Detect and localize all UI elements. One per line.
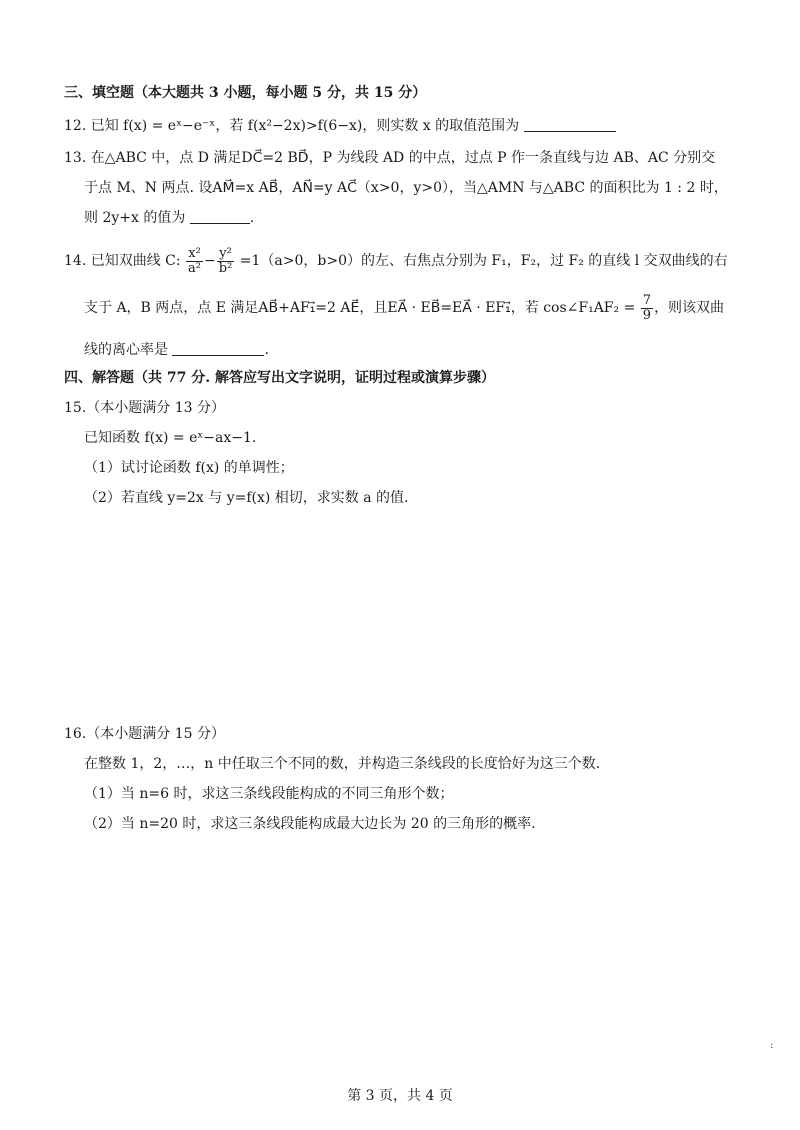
question-15-part-1: （1）试讨论函数 f(x) 的单调性； — [84, 460, 294, 476]
question-15-given: 已知函数 f(x) = eˣ−ax−1. — [84, 430, 257, 446]
fraction-y2-b2 — [217, 247, 235, 276]
question-14-line-2-pre: 支于 A，B 两点，点 E 满足AB⃗+AF₁⃗=2 AE⃗，且EA⃗ · EB⃗=EA⃗ · EF₁⃗，若 cos∠F₁AF₂ = — [84, 300, 636, 316]
question-16-part-2: （2）当 n=20 时，求这三条线段能构成最大边长为 20 的三角形的概率. — [84, 816, 536, 832]
question-13-line-3-text: 则 2y+x 的值为 — [84, 210, 186, 226]
margin-mark: : — [770, 1040, 774, 1051]
question-14-pre: 14. 已知双曲线 C: — [64, 253, 181, 269]
fraction-a2-den: a² — [188, 260, 202, 276]
question-16-given: 在整数 1，2，…，n 中任取三个不同的数，并构造三条线段的长度恰好为这三个数. — [84, 756, 601, 772]
question-16-part-1: （1）当 n=6 时，求这三条线段能构成的不同三角形个数； — [84, 786, 454, 802]
question-15-header: 15.（本小题满分 13 分） — [64, 400, 225, 416]
question-12-text: 12. 已知 f(x) = eˣ−e⁻ˣ，若 f(x²−2x)>f(6−x)，则实数 x 的取值范围为 — [64, 118, 520, 134]
question-15-part-2: （2）若直线 y=2x 与 y=f(x) 相切，求实数 a 的值. — [84, 490, 409, 506]
question-14-line-1 — [64, 245, 728, 277]
fraction-b2-den: b² — [218, 260, 233, 276]
fraction-9-den: 9 — [642, 307, 652, 323]
question-13-line-3: 则 2y+x 的值为 . — [84, 210, 255, 226]
section-3-title: 三、填空题（本大题共 3 小题，每小题 5 分，共 15 分） — [64, 85, 427, 101]
question-14-line-2 — [84, 292, 724, 324]
answer-blank-12[interactable] — [524, 117, 616, 132]
fraction-x2-a2 — [186, 247, 203, 276]
fraction-7-9 — [641, 294, 653, 323]
fraction-7-num: 7 — [642, 292, 652, 308]
question-12 — [64, 116, 616, 136]
section-4-title: 四、解答题（共 77 分. 解答应写出文字说明，证明过程或演算步骤） — [64, 370, 495, 386]
question-14-line-2-post: ，则该双曲 — [654, 300, 725, 316]
question-13-line-1: 13. 在△ABC 中，点 D 满足DC⃗=2 BD⃗，P 为线段 AD 的中点，过点 P 作一条直线与边 AB、AC 分别交 — [64, 150, 716, 166]
question-14-line-3-text: 线的离心率是 — [84, 342, 168, 358]
fraction-y2-num: y² — [217, 247, 235, 262]
answer-blank-14[interactable] — [172, 341, 264, 356]
question-14-line-3: 线的离心率是 . — [84, 342, 269, 358]
question-13-line-2: 于点 M、N 两点. 设AM⃗=x AB⃗，AN⃗=y AC⃗（x>0，y>0），当△AMN 与△ABC 的面积比为 1 : 2 时， — [84, 180, 728, 196]
question-14-post: =1（a>0，b>0）的左、右焦点分别为 F₁，F₂，过 F₂ 的直线 l 交双曲线的右 — [239, 253, 728, 269]
question-16-header: 16.（本小题满分 15 分） — [64, 726, 225, 742]
answer-blank-13[interactable] — [190, 209, 250, 224]
fraction-x2-num: x² — [186, 247, 203, 262]
page-footer: 第 3 页，共 4 页 — [347, 1088, 453, 1104]
minus-sign: − — [204, 253, 216, 269]
